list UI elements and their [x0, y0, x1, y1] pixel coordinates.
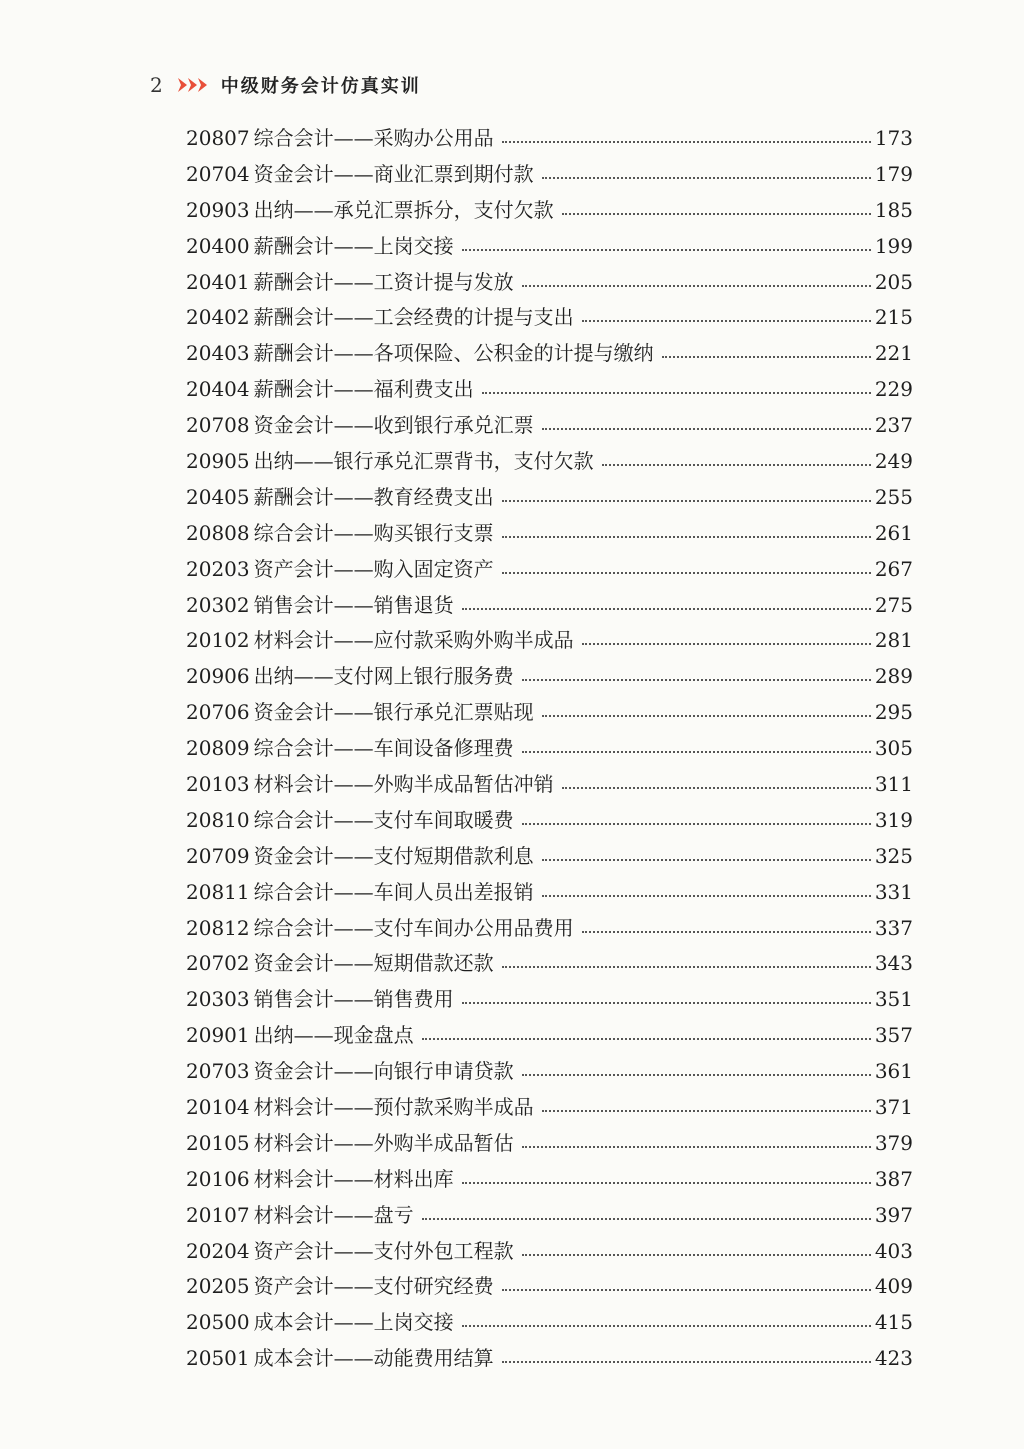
- toc-entry[interactable]: [186, 299, 913, 335]
- dot-leader: [522, 1074, 871, 1076]
- dot-leader: [542, 859, 871, 861]
- toc-entry-code: 20703: [186, 1059, 250, 1084]
- toc-entry-title: 综合会计——车间人员出差报销: [253, 879, 534, 904]
- toc-entry-code: 20709: [186, 843, 250, 868]
- toc-entry-code: 20810: [186, 807, 250, 832]
- dot-leader: [602, 464, 871, 466]
- toc-entry-page-number: 229: [874, 377, 913, 402]
- toc-entry-title: 材料会计——预付款采购半成品: [253, 1094, 534, 1119]
- toc-entry-page-number: 337: [874, 915, 913, 940]
- toc-entry[interactable]: [186, 335, 913, 371]
- toc-entry[interactable]: [186, 1053, 913, 1089]
- toc-entry-code: 20401: [186, 269, 250, 294]
- toc-entry[interactable]: [186, 228, 913, 264]
- toc-entry-page-number: 319: [874, 807, 913, 832]
- toc-entry-title: 资金会计——银行承兑汇票贴现: [253, 700, 534, 725]
- toc-entry-title: 综合会计——购买银行支票: [253, 520, 494, 545]
- toc-entry[interactable]: [186, 1233, 913, 1269]
- toc-entry-code: 20204: [186, 1238, 250, 1263]
- toc-entry-code: 20402: [186, 305, 250, 330]
- toc-entry-title: 薪酬会计——福利费支出: [253, 377, 474, 402]
- toc-entry-title: 综合会计——车间设备修理费: [253, 736, 514, 761]
- toc-entry[interactable]: [186, 1304, 913, 1340]
- toc-entry-code: 20811: [186, 879, 250, 904]
- toc-entry-title: 销售会计——销售费用: [253, 987, 454, 1012]
- toc-entry-title: 资产会计——支付外包工程款: [253, 1238, 514, 1263]
- dot-leader: [522, 823, 871, 825]
- dot-leader: [542, 715, 871, 717]
- toc-entry-code: 20704: [186, 161, 250, 186]
- toc-entry-code: 20706: [186, 700, 250, 725]
- toc-entry-page-number: 295: [874, 700, 913, 725]
- toc-entry-code: 20404: [186, 377, 250, 402]
- toc-entry[interactable]: [186, 658, 913, 694]
- toc-entry-code: 20107: [186, 1202, 250, 1227]
- toc-entry-title: 材料会计——外购半成品暂估冲销: [253, 771, 554, 796]
- dot-leader: [662, 356, 871, 358]
- toc-entry[interactable]: [186, 264, 913, 300]
- dot-leader: [502, 1361, 871, 1363]
- dot-leader: [582, 931, 871, 933]
- toc-entry[interactable]: [186, 802, 913, 838]
- toc-entry-code: 20906: [186, 664, 250, 689]
- toc-entry[interactable]: [186, 1340, 913, 1376]
- dot-leader: [542, 1110, 871, 1112]
- toc-entry-code: 20103: [186, 771, 250, 796]
- dot-leader: [522, 285, 871, 287]
- dot-leader: [462, 1182, 871, 1184]
- toc-entry-title: 资金会计——短期借款还款: [253, 951, 494, 976]
- dot-leader: [462, 1325, 871, 1327]
- toc-entry[interactable]: [186, 945, 913, 981]
- toc-entry-title: 出纳——支付网上银行服务费: [253, 664, 514, 689]
- toc-entry-page-number: 221: [874, 341, 913, 366]
- toc-entry[interactable]: [186, 730, 913, 766]
- toc-entry-code: 20807: [186, 125, 250, 150]
- toc-entry-code: 20302: [186, 592, 250, 617]
- toc-entry-page-number: 199: [874, 233, 913, 258]
- toc-entry[interactable]: [186, 838, 913, 874]
- dot-leader: [482, 392, 871, 394]
- toc-entry-page-number: 215: [874, 305, 913, 330]
- toc-entry-page-number: 371: [874, 1094, 913, 1119]
- toc-entry[interactable]: [186, 766, 913, 802]
- toc-entry-title: 资金会计——支付短期借款利息: [253, 843, 534, 868]
- toc-entry-page-number: 357: [874, 1023, 913, 1048]
- toc-entry[interactable]: [186, 156, 913, 192]
- toc-entry-page-number: 361: [874, 1059, 913, 1084]
- toc-entry[interactable]: [186, 407, 913, 443]
- table-of-contents: [186, 120, 913, 1376]
- toc-entry[interactable]: [186, 1017, 913, 1053]
- toc-entry-title: 资金会计——商业汇票到期付款: [253, 161, 534, 186]
- toc-entry[interactable]: [186, 694, 913, 730]
- toc-entry-page-number: 249: [874, 448, 913, 473]
- page-header: [150, 70, 421, 100]
- toc-entry[interactable]: [186, 192, 913, 228]
- toc-entry-code: 20808: [186, 520, 250, 545]
- toc-entry-page-number: 351: [874, 987, 913, 1012]
- toc-entry-code: 20405: [186, 484, 250, 509]
- toc-entry[interactable]: [186, 515, 913, 551]
- toc-entry-title: 资产会计——购入固定资产: [253, 556, 494, 581]
- toc-entry-code: 20105: [186, 1130, 250, 1155]
- toc-entry-title: 综合会计——采购办公用品: [253, 125, 494, 150]
- toc-entry-title: 资金会计——向银行申请贷款: [253, 1059, 514, 1084]
- toc-entry-page-number: 289: [874, 664, 913, 689]
- dot-leader: [462, 608, 871, 610]
- dot-leader: [522, 1254, 871, 1256]
- toc-entry-code: 20106: [186, 1166, 250, 1191]
- toc-entry-code: 20303: [186, 987, 250, 1012]
- dot-leader: [462, 1002, 871, 1004]
- toc-entry-code: 20203: [186, 556, 250, 581]
- dot-leader: [502, 1289, 871, 1291]
- dot-leader: [462, 249, 871, 251]
- toc-entry[interactable]: [186, 1089, 913, 1125]
- toc-entry-code: 20104: [186, 1094, 250, 1119]
- toc-entry-page-number: 255: [874, 484, 913, 509]
- toc-entry-page-number: 305: [874, 736, 913, 761]
- toc-entry-page-number: 237: [874, 413, 913, 438]
- toc-entry-page-number: 179: [874, 161, 913, 186]
- toc-entry-code: 20102: [186, 628, 250, 653]
- toc-entry[interactable]: [186, 910, 913, 946]
- toc-entry-title: 出纳——承兑汇票拆分，支付欠款: [253, 197, 554, 222]
- dot-leader: [522, 1146, 871, 1148]
- toc-entry-title: 成本会计——动能费用结算: [253, 1346, 494, 1371]
- toc-entry-page-number: 343: [874, 951, 913, 976]
- toc-entry-code: 20905: [186, 448, 250, 473]
- toc-entry-title: 出纳——现金盘点: [253, 1023, 414, 1048]
- toc-entry-page-number: 387: [874, 1166, 913, 1191]
- toc-entry-title: 薪酬会计——上岗交接: [253, 233, 454, 258]
- dot-leader: [562, 213, 871, 215]
- toc-entry-page-number: 409: [874, 1274, 913, 1299]
- toc-entry-page-number: 185: [874, 197, 913, 222]
- toc-entry-page-number: 423: [874, 1346, 913, 1371]
- toc-entry-code: 20809: [186, 736, 250, 761]
- dot-leader: [422, 1218, 871, 1220]
- toc-entry-page-number: 325: [874, 843, 913, 868]
- toc-entry-code: 20205: [186, 1274, 250, 1299]
- toc-entry[interactable]: [186, 120, 913, 156]
- toc-entry-title: 材料会计——材料出库: [253, 1166, 454, 1191]
- book-title: 中级财务会计仿真实训: [220, 76, 421, 97]
- toc-entry-code: 20501: [186, 1346, 250, 1371]
- toc-entry-page-number: 403: [874, 1238, 913, 1263]
- toc-entry-page-number: 173: [874, 125, 913, 150]
- toc-entry-page-number: 331: [874, 879, 913, 904]
- dot-leader: [522, 751, 871, 753]
- toc-entry-title: 材料会计——应付款采购外购半成品: [253, 628, 574, 653]
- toc-entry-page-number: 379: [874, 1130, 913, 1155]
- dot-leader: [502, 536, 871, 538]
- toc-entry-title: 资金会计——收到银行承兑汇票: [253, 413, 534, 438]
- toc-entry-page-number: 397: [874, 1202, 913, 1227]
- dot-leader: [542, 895, 871, 897]
- toc-entry-title: 薪酬会计——工资计提与发放: [253, 269, 514, 294]
- toc-entry[interactable]: [186, 1125, 913, 1161]
- toc-entry-page-number: 281: [874, 628, 913, 653]
- triple-arrow-icon: [177, 76, 211, 94]
- toc-entry-title: 薪酬会计——工会经费的计提与支出: [253, 305, 574, 330]
- dot-leader: [542, 428, 871, 430]
- toc-entry-title: 销售会计——销售退货: [253, 592, 454, 617]
- toc-entry-page-number: 415: [874, 1310, 913, 1335]
- toc-entry[interactable]: [186, 371, 913, 407]
- toc-entry-code: 20708: [186, 413, 250, 438]
- toc-entry-title: 材料会计——盘亏: [253, 1202, 414, 1227]
- toc-entry-title: 成本会计——上岗交接: [253, 1310, 454, 1335]
- toc-entry-page-number: 275: [874, 592, 913, 617]
- toc-entry[interactable]: [186, 1197, 913, 1233]
- toc-entry-title: 综合会计——支付车间取暖费: [253, 807, 514, 832]
- toc-entry-title: 综合会计——支付车间办公用品费用: [253, 915, 574, 940]
- dot-leader: [502, 500, 871, 502]
- toc-entry[interactable]: [186, 622, 913, 658]
- toc-entry-code: 20400: [186, 233, 250, 258]
- toc-entry-title: 薪酬会计——教育经费支出: [253, 484, 494, 509]
- toc-entry-title: 出纳——银行承兑汇票背书，支付欠款: [253, 448, 594, 473]
- toc-entry-code: 20901: [186, 1023, 250, 1048]
- dot-leader: [502, 966, 871, 968]
- toc-entry-page-number: 261: [874, 520, 913, 545]
- toc-entry-code: 20403: [186, 341, 250, 366]
- toc-entry[interactable]: [186, 551, 913, 587]
- dot-leader: [422, 1038, 871, 1040]
- dot-leader: [582, 643, 871, 645]
- toc-entry-page-number: 311: [874, 771, 913, 796]
- toc-entry[interactable]: [186, 479, 913, 515]
- dot-leader: [502, 141, 871, 143]
- toc-entry-code: 20702: [186, 951, 250, 976]
- dot-leader: [522, 679, 871, 681]
- toc-entry[interactable]: [186, 874, 913, 910]
- page-number: 2: [150, 73, 163, 97]
- toc-entry[interactable]: [186, 1161, 913, 1197]
- toc-entry[interactable]: [186, 587, 913, 623]
- toc-entry-title: 薪酬会计——各项保险、公积金的计提与缴纳: [253, 341, 654, 366]
- toc-entry-title: 材料会计——外购半成品暂估: [253, 1130, 514, 1155]
- toc-entry-page-number: 205: [874, 269, 913, 294]
- toc-entry-page-number: 267: [874, 556, 913, 581]
- toc-entry-title: 资产会计——支付研究经费: [253, 1274, 494, 1299]
- toc-entry-code: 20812: [186, 915, 250, 940]
- toc-entry[interactable]: [186, 1269, 913, 1305]
- dot-leader: [502, 572, 871, 574]
- dot-leader: [582, 320, 871, 322]
- toc-entry[interactable]: [186, 981, 913, 1017]
- toc-entry-code: 20500: [186, 1310, 250, 1335]
- toc-entry[interactable]: [186, 443, 913, 479]
- dot-leader: [542, 177, 871, 179]
- toc-entry-code: 20903: [186, 197, 250, 222]
- dot-leader: [562, 787, 871, 789]
